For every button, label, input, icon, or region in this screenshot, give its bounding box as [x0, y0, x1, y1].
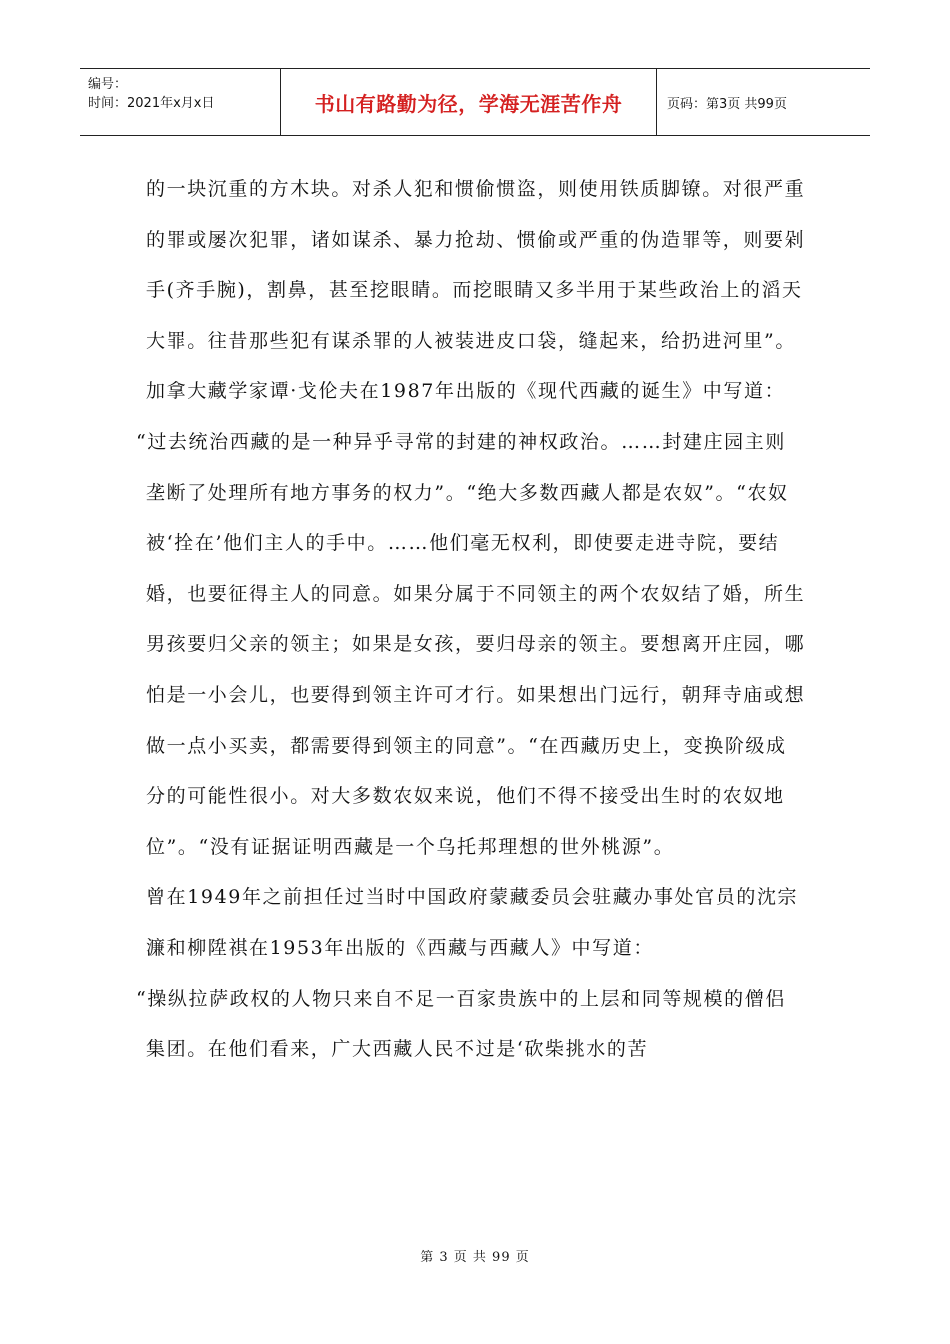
- quote-paragraph: “操纵拉萨政权的人物只来自不足一百家贵族中的上层和同等规模的僧侣集团。在他们看来，广大西藏人民不过是‘砍柴挑水的苦: [136, 987, 786, 1061]
- header-motto: 书山有路勤为径，学海无涯苦作舟: [281, 69, 657, 135]
- document-time-label: 时间：2021年x月x日: [88, 96, 215, 111]
- document-body: [136, 164, 806, 1075]
- body-paragraph: 加拿大藏学家谭·戈伦夫在1987年出版的《现代西藏的诞生》中写道：: [146, 380, 786, 403]
- document-number-label: 编号：: [88, 77, 128, 92]
- page-footer: 第 3 页 共 99 页: [420, 1250, 530, 1265]
- body-paragraph: 的一块沉重的方木块。对杀人犯和惯偷惯盗，则使用铁质脚镣。对很严重的罪或屡次犯罪，诸如谋杀、暴力抢劫、惯偷或严重的伪造罪等，则要剁手(齐手腕)，割鼻，甚至挖眼睛。而挖眼睛又多半用于某些政治上的滔天大罪。往昔那些犯有谋杀罪的人被装进皮口袋，缝起来，给扔进河里”。: [146, 178, 806, 352]
- quote-paragraph: “过去统治西藏的是一种异乎寻常的封建的神权政治。……封建庄园主则垄断了处理所有地方事务的权力”。“绝大多数西藏人都是农奴”。“农奴被‘拴在’他们主人的手中。……他们毫无权利，即使要走进寺院，要结婚，也要征得主人的同意。如果分属于不同领主的两个农奴结了婚，所生男孩要归父亲的领主；如果是女孩，要归母亲的领主。要想离开庄园，哪怕是一小会儿，也要得到领主许可才行。如果想出门远行，朝拜寺庙或想做一点小买卖，都需要得到领主的同意”。“在西藏历史上，变换阶级成分的可能性很小。对大多数农奴来说，他们不得不接受出生时的农奴地位”。“没有证据证明西藏是一个乌托邦理想的世外桃源”。: [136, 430, 806, 858]
- header-meta: [80, 69, 281, 135]
- page-header: [80, 68, 870, 136]
- body-paragraph: 曾在1949年之前担任过当时中国政府蒙藏委员会驻藏办事处官员的沈宗濂和柳陞祺在1953年出版的《西藏与西藏人》中写道：: [146, 886, 799, 959]
- header-page-info: 页码：第3页 共99页: [667, 96, 787, 112]
